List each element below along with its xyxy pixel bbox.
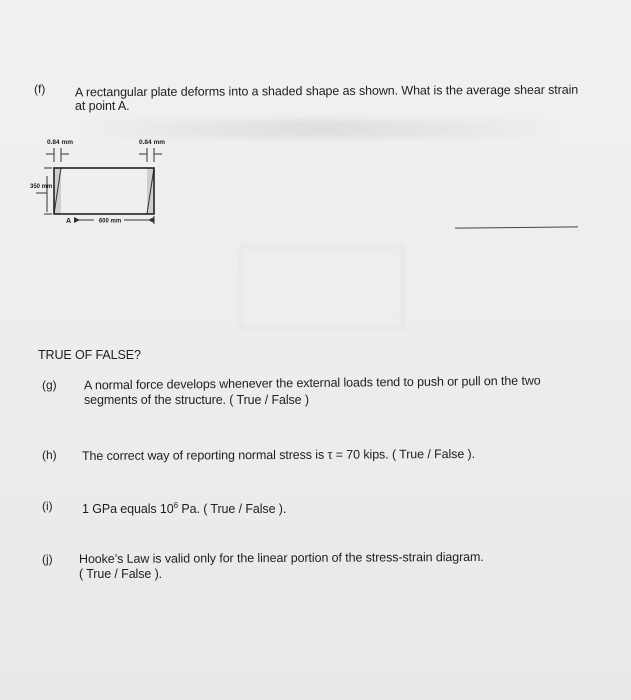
side-dimension-label: 350 mm — [30, 184, 53, 190]
question-f-marker: (f) — [34, 82, 46, 96]
question-i-marker: (i) — [42, 499, 53, 513]
top-left-dimension-label: 0.84 mm — [46, 139, 74, 146]
question-g-marker: (g) — [42, 378, 57, 392]
shaded-deformed-shape — [54, 168, 154, 214]
point-a-label: A — [66, 218, 72, 225]
bleed-through-shadow-figure — [240, 245, 404, 329]
answer-line — [455, 226, 578, 228]
bottom-dimension-label: 600 mm — [98, 218, 122, 225]
side-dimension-marks — [36, 168, 52, 214]
section-title: TRUE OF FALSE? — [38, 348, 141, 362]
original-plate-outline — [54, 168, 154, 214]
question-f-line1: A rectangular plate deforms into a shaded shape as shown. What is the average shear strain — [74, 82, 579, 100]
question-j-line2: ( True / False ). — [79, 567, 163, 581]
question-f-line2: at point A. — [75, 99, 130, 113]
question-h-line1: The correct way of reporting normal stress is τ = 70 kips. ( True / False ). — [81, 446, 476, 464]
question-i-line1 — [82, 498, 286, 517]
question-g-line2: segments of the structure. ( True / False ) — [84, 393, 309, 407]
deformed-plate-figure — [30, 130, 180, 230]
question-h-marker: (h) — [42, 448, 57, 462]
question-i-text-pre: 1 GPa equals 10 — [82, 502, 174, 517]
question-j-line1: Hooke’s Law is valid only for the linear portion of the stress-strain diagram. — [78, 549, 484, 567]
top-left-dimension-marks — [46, 148, 69, 162]
top-right-dimension-label: 0.84 mm — [138, 139, 166, 146]
question-i-exponent: 6 — [173, 501, 178, 510]
top-right-dimension-marks — [139, 148, 162, 162]
question-g-line1: A normal force develops whenever the external loads tend to push or pull on the two — [83, 373, 541, 393]
question-j-marker: (j) — [42, 552, 53, 566]
question-i-text-post: Pa. ( True / False ). — [177, 502, 287, 517]
